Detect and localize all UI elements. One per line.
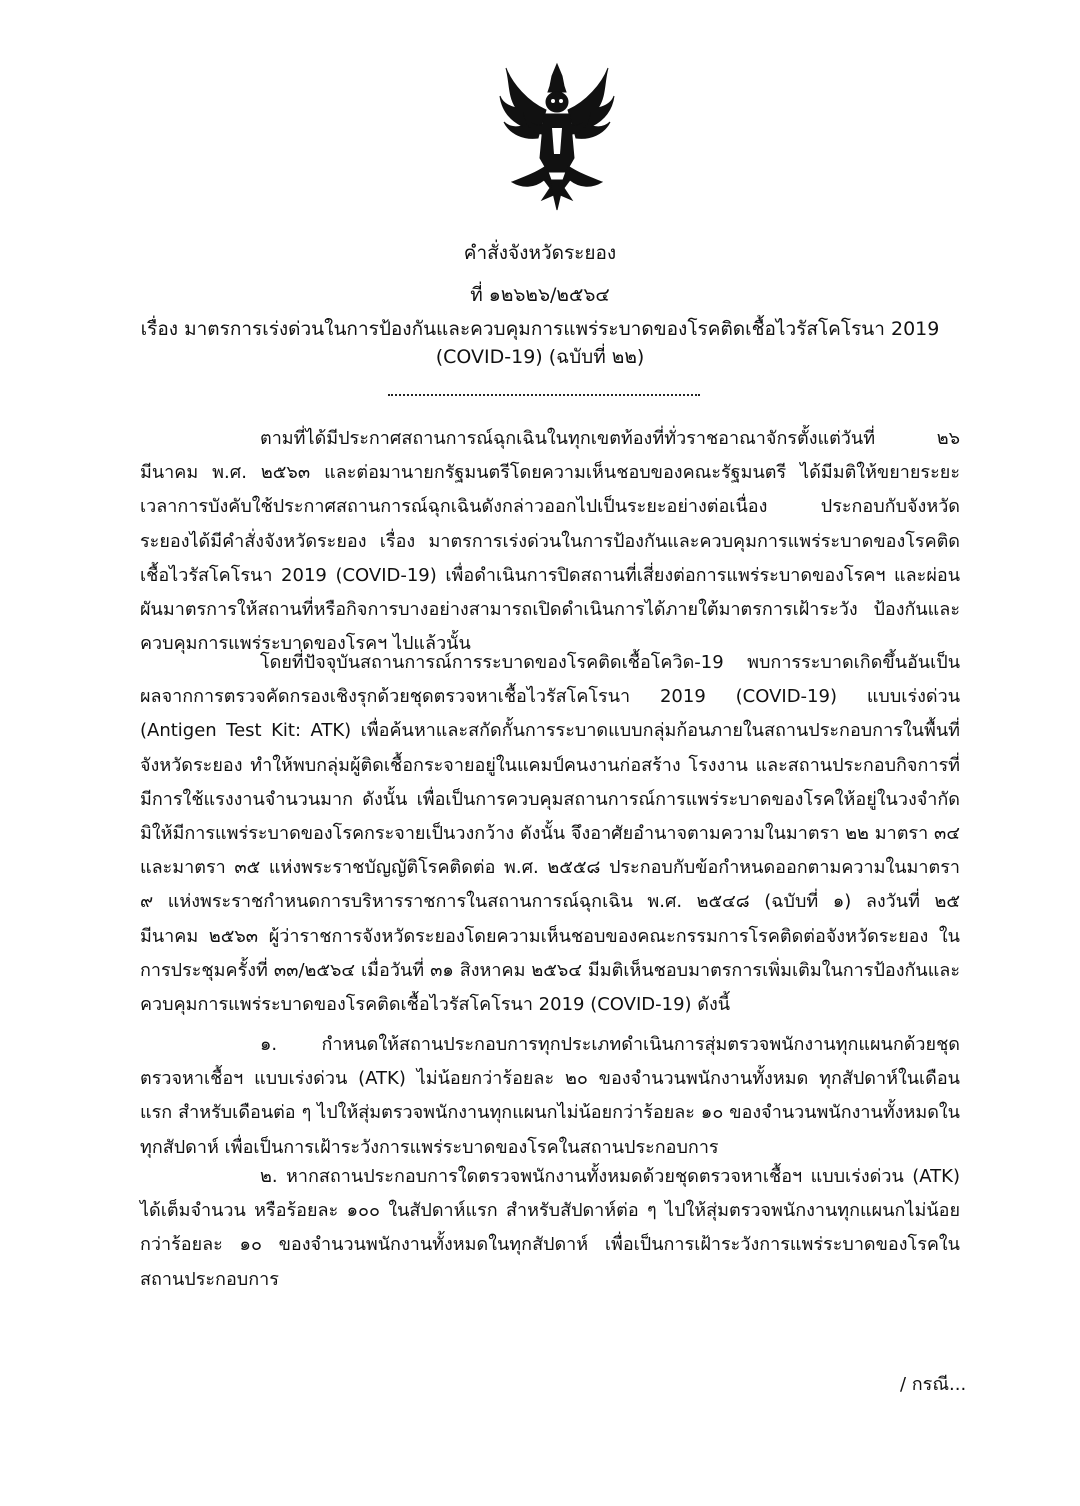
- measure-item-2: ๒. หากสถานประกอบการใดตรวจพนักงานทั้งหมดด้วยชุดตรวจหาเชื้อฯ แบบเร่งด่วน (ATK) ได้เต็มจำนวน หรือร้อยละ ๑๐๐ ในสัปดาห์แรก สำหรับสัปดาห์ต่อ ๆ ไปให้สุ่มตรวจพนักงานทุกแผนกไม่น้อยกว่าร้อยละ ๑๐ ของจำนวนพนักงานทั้งหมดในทุกสัปดาห์ เพื่อเป็นการเฝ้าระวังการแพร่ระบาดของโรคในสถานประกอบการ: [140, 1166, 960, 1290]
- garuda-emblem-icon: [498, 62, 616, 212]
- dotted-divider: [388, 394, 700, 396]
- paragraph-situation: โดยที่ปัจจุบันสถานการณ์การระบาดของโรคติดเชื้อโควิด-19 พบการระบาดเกิดขึ้นอันเป็นผลจากการตรวจคัดกรองเชิงรุกด้วยชุดตรวจหาเชื้อไวรัสโคโรนา 2019 (COVID-19) แบบเร่งด่วน (Antigen Test Kit: ATK) เพื่อค้นหาและสกัดกั้นการระบาดแบบกลุ่มก้อนภายในสถานประกอบการในพื้นที่จังหวัดระยอง ทำให้พบกลุ่มผู้ติดเชื้อกระจายอยู่ในแคมป์คนงานก่อสร้าง โรงงาน และสถานประกอบกิจการที่มีการใช้แรงงานจำนวนมาก ดังนั้น เพื่อเป็นการควบคุมสถานการณ์การแพร่ระบาดของโรคให้อยู่ในวงจำกัด มิให้มีการแพร่ระบาดของโรคกระจายเป็นวงกว้าง ดังนั้น จึงอาศัยอำนาจตามความในมาตรา ๒๒ มาตรา ๓๔ และมาตรา ๓๕ แห่งพระราชบัญญัติโรคติดต่อ พ.ศ. ๒๕๕๘ ประกอบกับข้อกำหนดออกตามความในมาตรา ๙ แห่งพระราชกำหนดการบริหารราชการในสถานการณ์ฉุกเฉิน พ.ศ. ๒๕๔๘ (ฉบับที่ ๑) ลงวันที่ ๒๕ มีนาคม ๒๕๖๓ ผู้ว่าราชการจังหวัดระยองโดยความเห็นชอบของคณะกรรมการโรคติดต่อจังหวัดระยอง ในการประชุมครั้งที่ ๓๓/๒๕๖๔ เมื่อวันที่ ๓๑ สิงหาคม ๒๕๖๔ มีมติเห็นชอบมาตรการเพิ่มเติมในการป้องกันและควบคุมการแพร่ระบาดของโรคติดเชื้อไวรัสโคโรนา 2019 (COVID-19) ดังนี้: [140, 652, 960, 1016]
- order-subject-line2: (COVID-19) (ฉบับที่ ๒๒): [435, 346, 645, 368]
- order-title: คำสั่งจังหวัดระยอง: [463, 242, 617, 264]
- measure-item-1: ๑. กำหนดให้สถานประกอบการทุกประเภทดำเนินการสุ่มตรวจพนักงานทุกแผนกด้วยชุดตรวจหาเชื้อฯ แบบเร่งด่วน (ATK) ไม่น้อยกว่าร้อยละ ๒๐ ของจำนวนพนักงานทั้งหมด ทุกสัปดาห์ในเดือนแรก สำหรับเดือนต่อ ๆ ไปให้สุ่มตรวจพนักงานทุกแผนกไม่น้อยกว่าร้อยละ ๑๐ ของจำนวนพนักงานทั้งหมดในทุกสัปดาห์ เพื่อเป็นการเฝ้าระวังการแพร่ระบาดของโรคในสถานประกอบการ: [140, 1034, 960, 1158]
- order-number: ที่ ๑๒๖๒๖/๒๕๖๔: [470, 284, 610, 306]
- page-continuation: / กรณี...: [900, 1374, 967, 1395]
- paragraph-background: ตามที่ได้มีประกาศสถานการณ์ฉุกเฉินในทุกเขตท้องที่ทั่วราชอาณาจักรตั้งแต่วันที่ ๒๖ มีนาคม พ.ศ. ๒๕๖๓ และต่อมานายกรัฐมนตรีโดยความเห็นชอบของคณะรัฐมนตรี ได้มีมติให้ขยายระยะเวลาการบังคับใช้ประกาศสถานการณ์ฉุกเฉินดังกล่าวออกไปเป็นระยะอย่างต่อเนื่อง ประกอบกับจังหวัดระยองได้มีคำสั่งจังหวัดระยอง เรื่อง มาตรการเร่งด่วนในการป้องกันและควบคุมการแพร่ระบาดของโรคติดเชื้อไวรัสโคโรนา 2019 (COVID-19) เพื่อดำเนินการปิดสถานที่เสี่ยงต่อการแพร่ระบาดของโรคฯ และผ่อนผันมาตรการให้สถานที่หรือกิจการบางอย่างสามารถเปิดดำเนินการได้ภายใต้มาตรการเฝ้าระวัง ป้องกันและควบคุมการแพร่ระบาดของโรคฯ ไปแล้วนั้น: [140, 428, 960, 655]
- order-subject-line1: เรื่อง มาตรการเร่งด่วนในการป้องกันและควบคุมการแพร่ระบาดของโรคติดเชื้อไวรัสโคโรนา 2019: [140, 318, 940, 340]
